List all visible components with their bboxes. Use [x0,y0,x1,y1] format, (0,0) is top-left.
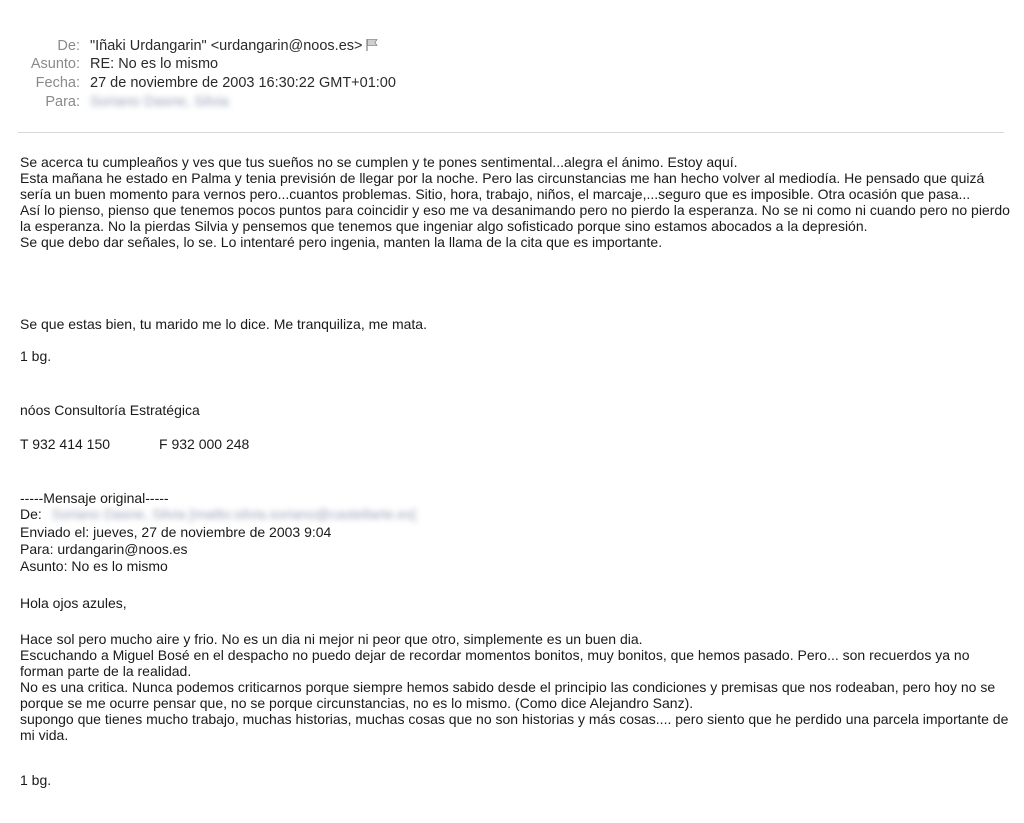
original-body: Hace sol pero mucho aire y frio. No es un dia ni mejor ni peor que otro, simplemente es un buen dia. Escuchando a Miguel Bosé en el despacho no puedo dejar de recordar momentos bonitos, muy bonitos, que hemos pasado. Pero... son recuerdos ya no forman parte de la realidad. No es una critica. Nunca podemos criticarnos porque siempre hemos sabido desde el principio las condiciones y premisas que nos rodeaban, pero hoy no se porque se me ocurre pensar que, no se porque circunstancias, no es lo mismo. (Como dice Alejandro Sanz). supongo que tienes mucho trabajo, muchas historias, muchas cosas que no son historias y más cosas.... pero siento que he perdido una parcela importante de mi vida. [20,631,1009,743]
date-label: Fecha: [35,75,80,91]
fax-number: F 932 000 248 [159,436,250,452]
phone-number: T 932 414 150 [20,436,111,452]
from-label: De: [57,38,80,54]
contact-line [20,436,420,452]
from-address[interactable]: "Iñaki Urdangarin" <urdangarin@noos.es> [90,38,363,54]
original-message [20,490,1010,800]
from-value[interactable] [90,37,379,57]
original-from-label: De: [20,506,42,522]
original-separator: -----Mensaje original----- [20,490,169,506]
original-from [20,506,1010,522]
subject-value: RE: No es lo mismo [90,56,219,72]
company-name: nóos Consultoría Estratégica [20,402,200,418]
date-value: 27 de noviembre de 2003 16:30:22 GMT+01:00 [90,75,396,91]
original-to: Para: urdangarin@noos.es [20,541,188,557]
to-address-redacted[interactable]: Soriano Dasne, Silvia [90,94,229,110]
to-label: Para: [45,94,80,110]
reply-signoff: 1 bg. [20,348,52,364]
reply-paragraph-2: Se que estas bien, tu marido me lo dice. Me tranquiliza, me mata. [20,316,427,332]
original-greeting: Hola ojos azules, [20,595,127,611]
reply-body [20,154,1010,454]
original-signoff: 1 bg. [20,772,52,788]
original-from-redacted[interactable]: Soriano Dasne, Silvia [mailto:silvia.soriano@castellarte.es] [51,506,417,522]
subject-label: Asunto: [30,56,80,72]
from-row [0,37,600,55]
original-subject: Asunto: No es lo mismo [20,558,168,574]
date-row [0,74,600,92]
to-value[interactable] [90,93,229,111]
original-sent: Enviado el: jueves, 27 de noviembre de 2003 9:04 [20,524,332,540]
header-divider [18,132,1004,133]
to-row [0,93,600,111]
subject-row [0,55,600,73]
reply-paragraph: Se acerca tu cumpleaños y ves que tus sueños no se cumplen y te pones sentimental...alegra el ánimo. Estoy aquí. Esta mañana he estado en Palma y tenia previsión de llegar por la noche. Pero las circunstancias me han hecho volver al mediodía. He pensado que quizá sería un buen momento para vernos pero...cuantos problemas. Sitio, hora, trabajo, niños, el marcaje,...seguro que es imposible. Otra ocasión que pasa... Así lo pienso, pienso que tenemos pocos puntos para coincidir y eso me va desanimando pero no pierdo la esperanza. No se ni como ni cuando pero no pierdo la esperanza. No la pierdas Silvia y pensemos que tenemos que ingeniar algo sofisticado porque sino estamos abocados a la depresión. Se que debo dar señales, lo se. Lo intentaré pero ingenia, manten la llama de la cita que es importante. [20,154,1010,250]
email-header [0,37,1024,117]
